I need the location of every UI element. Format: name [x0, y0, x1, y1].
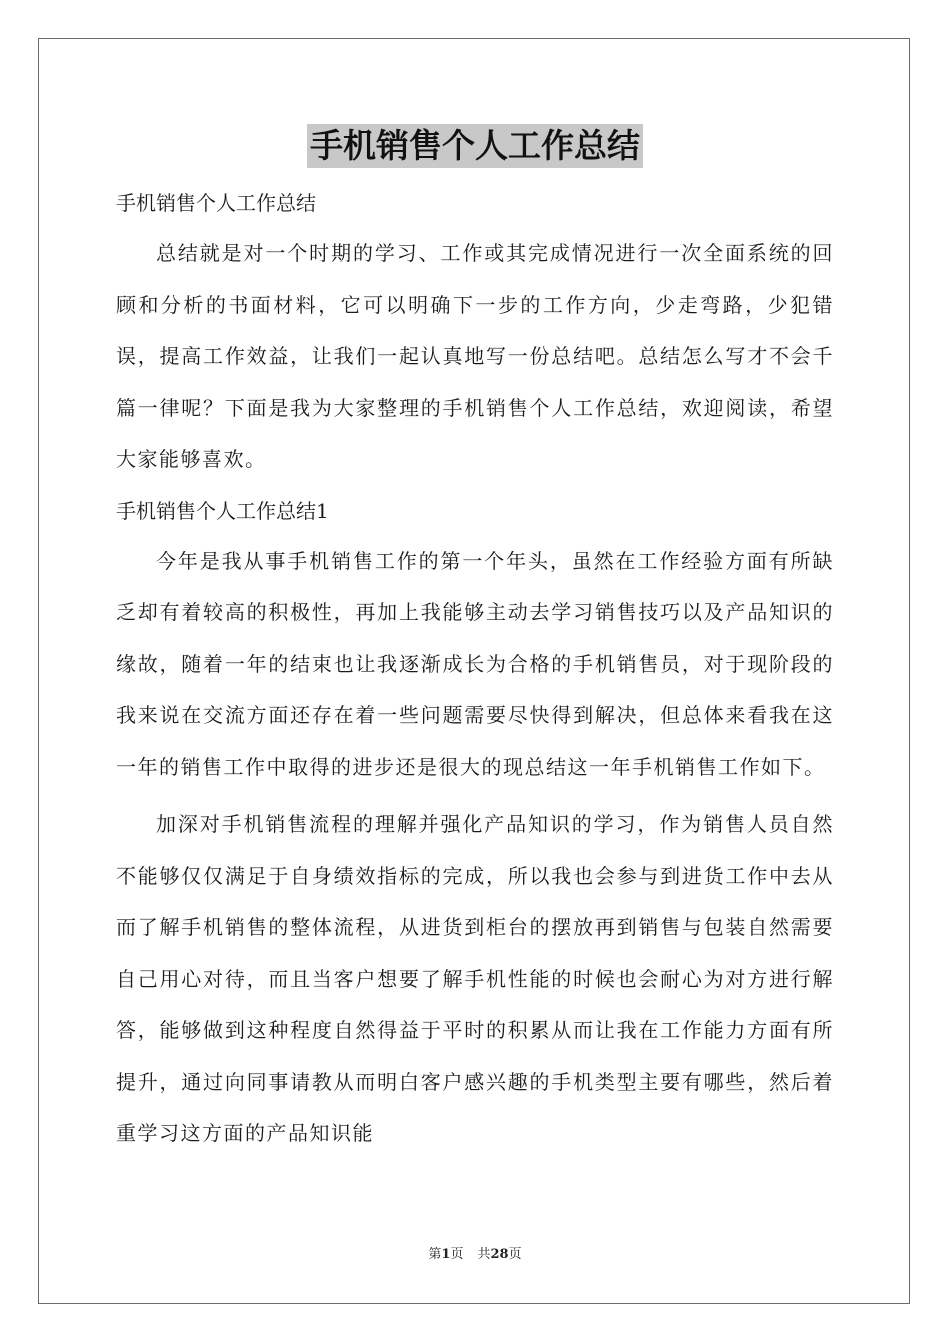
document-subtitle: 手机销售个人工作总结: [116, 191, 316, 215]
page-footer: [0, 1246, 950, 1264]
title-area: [0, 124, 950, 168]
page-suffix: 页: [450, 1247, 464, 1262]
total-page-count: 28: [490, 1247, 509, 1262]
body-paragraph: 今年是我从事手机销售工作的第一个年头，虽然在工作经验方面有所缺乏却有着较高的积极性，再加上我能够主动去学习销售技巧以及产品知识的缘故，随着一年的结束也让我逐渐成长为合格的手机销售员，对于现阶段的我来说在交流方面还存在着一些问题需要尽快得到解决，但总体来看我在这一年的销售工作中取得的进步还是很大的现总结这一年手机销售工作如下。: [116, 548, 834, 779]
body-paragraph: 加深对手机销售流程的理解并强化产品知识的学习，作为销售人员自然不能够仅仅满足于自身绩效指标的完成，所以我也会参与到进货工作中去从而了解手机销售的整体流程，从进货到柜台的摆放再到销售与包装自然需要自己用心对待，而且当客户想要了解手机性能的时候也会耐心为对方进行解答，能够做到这种程度自然得益于平时的积累从而让我在工作能力方面有所提升，通过向同事请教从而明白客户感兴趣的手机类型主要有哪些，然后着重学习这方面的产品知识能: [116, 812, 834, 1145]
document-body: [116, 178, 834, 1160]
section-heading: 手机销售个人工作总结1: [116, 498, 329, 523]
intro-paragraph: 总结就是对一个时期的学习、工作或其完成情况进行一次全面系统的回顾和分析的书面材料，它可以明确下一步的工作方向，少走弯路，少犯错误，提高工作效益，让我们一起认真地写一份总结吧。总结怎么写才不会千篇一律呢？下面是我为大家整理的手机销售个人工作总结，欢迎阅读，希望大家能够喜欢。: [116, 241, 834, 471]
document-title: 手机销售个人工作总结: [307, 124, 643, 168]
page-prefix: 第: [428, 1247, 442, 1262]
total-prefix: 共: [477, 1247, 491, 1262]
current-page-number: 1: [441, 1247, 451, 1262]
total-suffix: 页: [508, 1247, 522, 1262]
